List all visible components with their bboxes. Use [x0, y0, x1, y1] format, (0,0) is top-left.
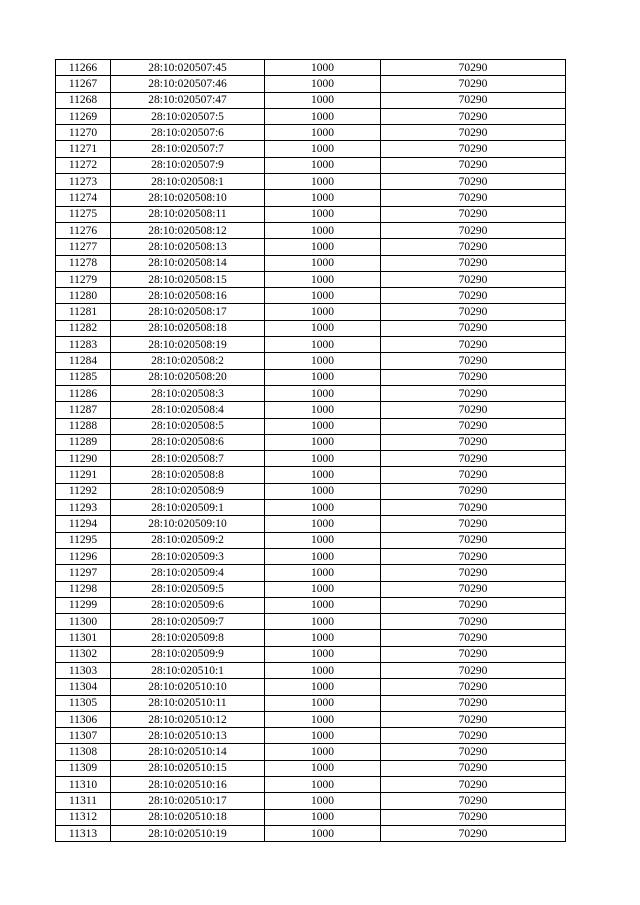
value-cell: 70290 — [381, 76, 566, 92]
area-cell: 1000 — [265, 304, 381, 320]
table-body — [56, 60, 566, 842]
value-cell: 70290 — [381, 304, 566, 320]
row-number-cell: 11299 — [56, 597, 111, 613]
row-number-cell: 11274 — [56, 190, 111, 206]
row-number-cell: 11284 — [56, 353, 111, 369]
area-cell: 1000 — [265, 222, 381, 238]
area-cell: 1000 — [265, 174, 381, 190]
value-cell: 70290 — [381, 630, 566, 646]
cadastral-number-cell: 28:10:020510:19 — [111, 825, 265, 841]
area-cell: 1000 — [265, 451, 381, 467]
value-cell: 70290 — [381, 222, 566, 238]
area-cell: 1000 — [265, 565, 381, 581]
row-number-cell: 11282 — [56, 320, 111, 336]
table-row — [56, 500, 566, 516]
table-row — [56, 434, 566, 450]
area-cell: 1000 — [265, 255, 381, 271]
table-row — [56, 630, 566, 646]
table-row — [56, 483, 566, 499]
cadastral-number-cell: 28:10:020509:3 — [111, 548, 265, 564]
data-table — [55, 59, 566, 842]
area-cell: 1000 — [265, 809, 381, 825]
table-row — [56, 418, 566, 434]
row-number-cell: 11298 — [56, 581, 111, 597]
area-cell: 1000 — [265, 385, 381, 401]
row-number-cell: 11280 — [56, 288, 111, 304]
value-cell: 70290 — [381, 516, 566, 532]
area-cell: 1000 — [265, 418, 381, 434]
table-row — [56, 825, 566, 841]
area-cell: 1000 — [265, 320, 381, 336]
area-cell: 1000 — [265, 157, 381, 173]
area-cell: 1000 — [265, 777, 381, 793]
value-cell: 70290 — [381, 695, 566, 711]
table-row — [56, 141, 566, 157]
cadastral-number-cell: 28:10:020508:15 — [111, 271, 265, 287]
table-row — [56, 60, 566, 76]
cadastral-number-cell: 28:10:020509:10 — [111, 516, 265, 532]
table-row — [56, 711, 566, 727]
value-cell: 70290 — [381, 402, 566, 418]
area-cell: 1000 — [265, 271, 381, 287]
table-row — [56, 597, 566, 613]
area-cell: 1000 — [265, 141, 381, 157]
value-cell: 70290 — [381, 255, 566, 271]
value-cell: 70290 — [381, 353, 566, 369]
area-cell: 1000 — [265, 60, 381, 76]
row-number-cell: 11303 — [56, 662, 111, 678]
value-cell: 70290 — [381, 565, 566, 581]
table-row — [56, 516, 566, 532]
value-cell: 70290 — [381, 614, 566, 630]
row-number-cell: 11302 — [56, 646, 111, 662]
cadastral-number-cell: 28:10:020508:16 — [111, 288, 265, 304]
row-number-cell: 11304 — [56, 679, 111, 695]
area-cell: 1000 — [265, 353, 381, 369]
cadastral-number-cell: 28:10:020507:46 — [111, 76, 265, 92]
area-cell: 1000 — [265, 614, 381, 630]
row-number-cell: 11292 — [56, 483, 111, 499]
row-number-cell: 11306 — [56, 711, 111, 727]
area-cell: 1000 — [265, 190, 381, 206]
table-row — [56, 206, 566, 222]
cadastral-number-cell: 28:10:020510:14 — [111, 744, 265, 760]
value-cell: 70290 — [381, 418, 566, 434]
row-number-cell: 11289 — [56, 434, 111, 450]
row-number-cell: 11301 — [56, 630, 111, 646]
cadastral-number-cell: 28:10:020507:9 — [111, 157, 265, 173]
value-cell: 70290 — [381, 825, 566, 841]
table-row — [56, 320, 566, 336]
row-number-cell: 11300 — [56, 614, 111, 630]
table-row — [56, 222, 566, 238]
table-row — [56, 695, 566, 711]
value-cell: 70290 — [381, 385, 566, 401]
table-row — [56, 190, 566, 206]
row-number-cell: 11311 — [56, 793, 111, 809]
row-number-cell: 11287 — [56, 402, 111, 418]
table-row — [56, 108, 566, 124]
value-cell: 70290 — [381, 581, 566, 597]
cadastral-number-cell: 28:10:020510:15 — [111, 760, 265, 776]
area-cell: 1000 — [265, 532, 381, 548]
table-row — [56, 304, 566, 320]
row-number-cell: 11288 — [56, 418, 111, 434]
value-cell: 70290 — [381, 728, 566, 744]
cadastral-number-cell: 28:10:020509:8 — [111, 630, 265, 646]
area-cell: 1000 — [265, 581, 381, 597]
cadastral-number-cell: 28:10:020510:11 — [111, 695, 265, 711]
table-row — [56, 125, 566, 141]
cadastral-number-cell: 28:10:020508:14 — [111, 255, 265, 271]
cadastral-number-cell: 28:10:020510:17 — [111, 793, 265, 809]
area-cell: 1000 — [265, 728, 381, 744]
cadastral-number-cell: 28:10:020508:5 — [111, 418, 265, 434]
cadastral-number-cell: 28:10:020508:13 — [111, 239, 265, 255]
area-cell: 1000 — [265, 630, 381, 646]
value-cell: 70290 — [381, 239, 566, 255]
cadastral-number-cell: 28:10:020508:10 — [111, 190, 265, 206]
area-cell: 1000 — [265, 92, 381, 108]
table-row — [56, 157, 566, 173]
area-cell: 1000 — [265, 679, 381, 695]
row-number-cell: 11296 — [56, 548, 111, 564]
cadastral-number-cell: 28:10:020510:10 — [111, 679, 265, 695]
table-row — [56, 565, 566, 581]
area-cell: 1000 — [265, 646, 381, 662]
table-row — [56, 288, 566, 304]
cadastral-number-cell: 28:10:020508:9 — [111, 483, 265, 499]
value-cell: 70290 — [381, 777, 566, 793]
table-row — [56, 255, 566, 271]
value-cell: 70290 — [381, 711, 566, 727]
table-row — [56, 548, 566, 564]
value-cell: 70290 — [381, 337, 566, 353]
value-cell: 70290 — [381, 760, 566, 776]
value-cell: 70290 — [381, 451, 566, 467]
row-number-cell: 11308 — [56, 744, 111, 760]
value-cell: 70290 — [381, 793, 566, 809]
row-number-cell: 11307 — [56, 728, 111, 744]
row-number-cell: 11294 — [56, 516, 111, 532]
area-cell: 1000 — [265, 434, 381, 450]
table-row — [56, 662, 566, 678]
value-cell: 70290 — [381, 271, 566, 287]
row-number-cell: 11276 — [56, 222, 111, 238]
table-row — [56, 679, 566, 695]
area-cell: 1000 — [265, 500, 381, 516]
cadastral-number-cell: 28:10:020508:7 — [111, 451, 265, 467]
row-number-cell: 11286 — [56, 385, 111, 401]
area-cell: 1000 — [265, 369, 381, 385]
cadastral-number-cell: 28:10:020509:1 — [111, 500, 265, 516]
cadastral-number-cell: 28:10:020509:9 — [111, 646, 265, 662]
value-cell: 70290 — [381, 467, 566, 483]
value-cell: 70290 — [381, 483, 566, 499]
value-cell: 70290 — [381, 532, 566, 548]
value-cell: 70290 — [381, 597, 566, 613]
cadastral-number-cell: 28:10:020508:6 — [111, 434, 265, 450]
table-row — [56, 744, 566, 760]
table-row — [56, 353, 566, 369]
row-number-cell: 11277 — [56, 239, 111, 255]
table-row — [56, 793, 566, 809]
cadastral-number-cell: 28:10:020509:4 — [111, 565, 265, 581]
value-cell: 70290 — [381, 288, 566, 304]
row-number-cell: 11285 — [56, 369, 111, 385]
table-row — [56, 581, 566, 597]
table-row — [56, 337, 566, 353]
area-cell: 1000 — [265, 125, 381, 141]
cadastral-number-cell: 28:10:020510:12 — [111, 711, 265, 727]
cadastral-number-cell: 28:10:020509:2 — [111, 532, 265, 548]
cadastral-number-cell: 28:10:020509:7 — [111, 614, 265, 630]
value-cell: 70290 — [381, 92, 566, 108]
table-row — [56, 809, 566, 825]
row-number-cell: 11275 — [56, 206, 111, 222]
cadastral-number-cell: 28:10:020508:12 — [111, 222, 265, 238]
area-cell: 1000 — [265, 288, 381, 304]
value-cell: 70290 — [381, 646, 566, 662]
table-row — [56, 646, 566, 662]
row-number-cell: 11273 — [56, 174, 111, 190]
table-row — [56, 369, 566, 385]
row-number-cell: 11313 — [56, 825, 111, 841]
row-number-cell: 11269 — [56, 108, 111, 124]
value-cell: 70290 — [381, 679, 566, 695]
value-cell: 70290 — [381, 809, 566, 825]
table-row — [56, 467, 566, 483]
table-row — [56, 777, 566, 793]
row-number-cell: 11279 — [56, 271, 111, 287]
area-cell: 1000 — [265, 402, 381, 418]
cadastral-number-cell: 28:10:020510:1 — [111, 662, 265, 678]
row-number-cell: 11290 — [56, 451, 111, 467]
table-row — [56, 760, 566, 776]
cadastral-number-cell: 28:10:020508:17 — [111, 304, 265, 320]
area-cell: 1000 — [265, 793, 381, 809]
area-cell: 1000 — [265, 108, 381, 124]
cadastral-number-cell: 28:10:020508:8 — [111, 467, 265, 483]
area-cell: 1000 — [265, 744, 381, 760]
row-number-cell: 11278 — [56, 255, 111, 271]
value-cell: 70290 — [381, 744, 566, 760]
cadastral-number-cell: 28:10:020508:20 — [111, 369, 265, 385]
table-row — [56, 174, 566, 190]
table-row — [56, 728, 566, 744]
cadastral-number-cell: 28:10:020508:11 — [111, 206, 265, 222]
row-number-cell: 11271 — [56, 141, 111, 157]
area-cell: 1000 — [265, 483, 381, 499]
row-number-cell: 11291 — [56, 467, 111, 483]
value-cell: 70290 — [381, 320, 566, 336]
row-number-cell: 11295 — [56, 532, 111, 548]
cadastral-number-cell: 28:10:020510:16 — [111, 777, 265, 793]
table-row — [56, 92, 566, 108]
area-cell: 1000 — [265, 548, 381, 564]
value-cell: 70290 — [381, 190, 566, 206]
row-number-cell: 11270 — [56, 125, 111, 141]
area-cell: 1000 — [265, 825, 381, 841]
area-cell: 1000 — [265, 206, 381, 222]
value-cell: 70290 — [381, 369, 566, 385]
area-cell: 1000 — [265, 695, 381, 711]
value-cell: 70290 — [381, 500, 566, 516]
value-cell: 70290 — [381, 125, 566, 141]
cadastral-number-cell: 28:10:020508:3 — [111, 385, 265, 401]
cadastral-number-cell: 28:10:020507:7 — [111, 141, 265, 157]
value-cell: 70290 — [381, 108, 566, 124]
row-number-cell: 11309 — [56, 760, 111, 776]
row-number-cell: 11312 — [56, 809, 111, 825]
value-cell: 70290 — [381, 174, 566, 190]
area-cell: 1000 — [265, 662, 381, 678]
value-cell: 70290 — [381, 157, 566, 173]
area-cell: 1000 — [265, 467, 381, 483]
row-number-cell: 11272 — [56, 157, 111, 173]
cadastral-number-cell: 28:10:020510:18 — [111, 809, 265, 825]
table-row — [56, 76, 566, 92]
cadastral-number-cell: 28:10:020507:45 — [111, 60, 265, 76]
row-number-cell: 11283 — [56, 337, 111, 353]
table-row — [56, 614, 566, 630]
row-number-cell: 11266 — [56, 60, 111, 76]
value-cell: 70290 — [381, 206, 566, 222]
value-cell: 70290 — [381, 60, 566, 76]
table-row — [56, 239, 566, 255]
cadastral-number-cell: 28:10:020507:5 — [111, 108, 265, 124]
row-number-cell: 11293 — [56, 500, 111, 516]
cadastral-number-cell: 28:10:020508:4 — [111, 402, 265, 418]
cadastral-number-cell: 28:10:020508:18 — [111, 320, 265, 336]
table-row — [56, 402, 566, 418]
area-cell: 1000 — [265, 239, 381, 255]
row-number-cell: 11281 — [56, 304, 111, 320]
cadastral-number-cell: 28:10:020508:1 — [111, 174, 265, 190]
cadastral-number-cell: 28:10:020509:5 — [111, 581, 265, 597]
cadastral-number-cell: 28:10:020509:6 — [111, 597, 265, 613]
row-number-cell: 11297 — [56, 565, 111, 581]
row-number-cell: 11310 — [56, 777, 111, 793]
area-cell: 1000 — [265, 337, 381, 353]
table-row — [56, 271, 566, 287]
area-cell: 1000 — [265, 760, 381, 776]
table-row — [56, 532, 566, 548]
table-row — [56, 385, 566, 401]
row-number-cell: 11267 — [56, 76, 111, 92]
cadastral-number-cell: 28:10:020508:19 — [111, 337, 265, 353]
value-cell: 70290 — [381, 434, 566, 450]
cadastral-number-cell: 28:10:020507:47 — [111, 92, 265, 108]
area-cell: 1000 — [265, 711, 381, 727]
value-cell: 70290 — [381, 548, 566, 564]
row-number-cell: 11305 — [56, 695, 111, 711]
area-cell: 1000 — [265, 516, 381, 532]
value-cell: 70290 — [381, 141, 566, 157]
area-cell: 1000 — [265, 597, 381, 613]
cadastral-number-cell: 28:10:020507:6 — [111, 125, 265, 141]
cadastral-number-cell: 28:10:020508:2 — [111, 353, 265, 369]
value-cell: 70290 — [381, 662, 566, 678]
area-cell: 1000 — [265, 76, 381, 92]
cadastral-number-cell: 28:10:020510:13 — [111, 728, 265, 744]
row-number-cell: 11268 — [56, 92, 111, 108]
table-row — [56, 451, 566, 467]
